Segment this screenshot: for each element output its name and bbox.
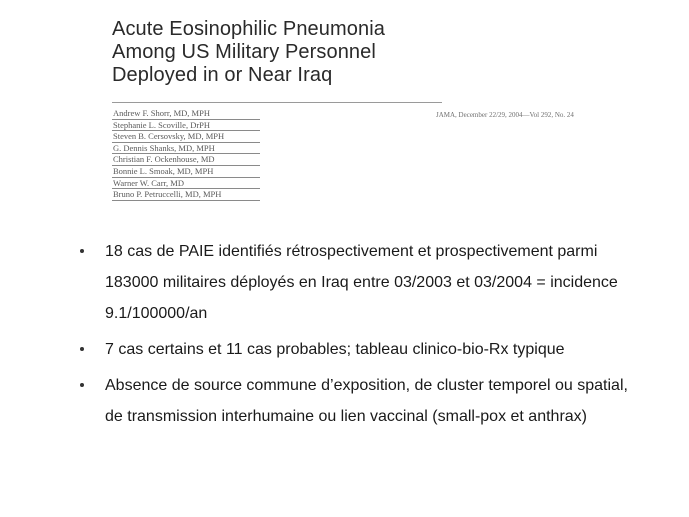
author-name: Christian F. Ockenhouse, MD [112, 154, 260, 166]
article-title-line: Among US Military Personnel [112, 41, 376, 63]
author-name: G. Dennis Shanks, MD, MPH [112, 143, 260, 155]
title-divider [112, 102, 442, 103]
article-title [112, 18, 385, 87]
article-header-image [108, 12, 574, 220]
author-name: Bruno P. Petruccelli, MD, MPH [112, 189, 260, 201]
author-name: Bonnie L. Smoak, MD, MPH [112, 166, 260, 178]
bullet-dot-icon [80, 383, 84, 387]
bullet-dot-icon [80, 347, 84, 351]
bullet-text: 18 cas de PAIE identifiés rétrospectivement et prospectivement parmi 183000 militaires déployés en Iraq entre 03/2003 et 03/2004 = incidence 9.1/100000/an [105, 243, 618, 322]
bullet-text: 7 cas certains et 11 cas probables; tableau clinico-bio-Rx typique [105, 341, 565, 358]
author-name: Andrew F. Shorr, MD, MPH [112, 108, 260, 120]
author-name: Steven B. Cersovsky, MD, MPH [112, 131, 260, 143]
bullet-item [72, 236, 632, 329]
bullet-list [72, 236, 632, 437]
article-title-line: Deployed in or Near Iraq [112, 64, 333, 86]
bullet-item [72, 370, 632, 432]
author-name: Stephanie L. Scoville, DrPH [112, 120, 260, 132]
author-name: Warner W. Carr, MD [112, 178, 260, 190]
article-title-line: Acute Eosinophilic Pneumonia [112, 18, 385, 40]
bullet-text: Absence de source commune d’exposition, de cluster temporel ou spatial, de transmission interhumaine ou lien vaccinal (small-pox et anthrax) [105, 377, 628, 425]
journal-citation: JAMA, December 22/29, 2004—Vol 292, No. 24 [436, 111, 574, 119]
author-list [112, 108, 260, 201]
bullet-item [72, 334, 632, 365]
bullet-dot-icon [80, 249, 84, 253]
